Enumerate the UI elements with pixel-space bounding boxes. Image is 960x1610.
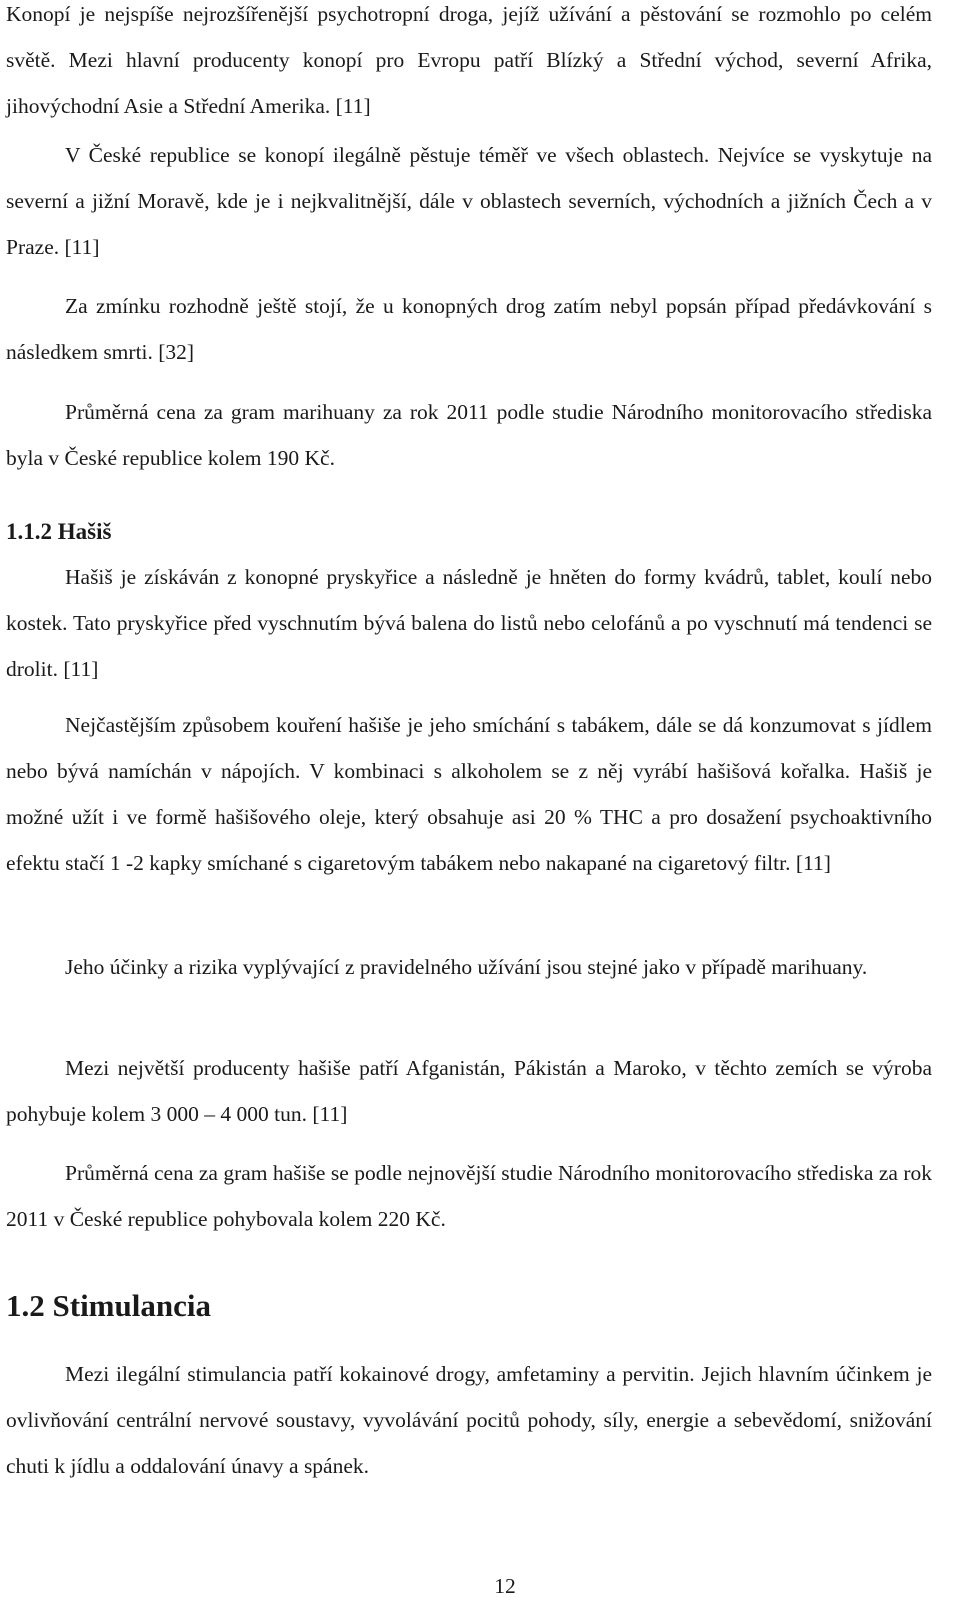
paragraph-cannabis-overdose: Za zmínku rozhodně ještě stojí, že u konopných drog zatím nebyl popsán případ předávkování s následkem smrti. [32] — [6, 294, 932, 364]
paragraph-hasis-producers: Mezi největší producenty hašiše patří Afganistán, Pákistán a Maroko, v těchto zemích se výroba pohybuje kolem 3 000 – 4 000 tun. [11] — [6, 1056, 932, 1126]
paragraph-hasis-production: Hašiš je získáván z konopné pryskyřice a následně je hněten do formy kvádrů, tablet, koulí nebo kostek. Tato pryskyřice před vyschnutím bývá balena do listů nebo celofánů a po vyschnutí má tendenci se drolit. [11] — [6, 565, 932, 681]
paragraph-hasis-price: Průměrná cena za gram hašiše se podle nejnovější studie Národního monitorovacího střediska za rok 2011 v České republice pohybovala kolem 220 Kč. — [6, 1161, 932, 1231]
paragraph-hasis-consumption: Nejčastějším způsobem kouření hašiše je jeho smíchání s tabákem, dále se dá konzumovat s jídlem nebo bývá namíchán v nápojích. V kombinaci s alkoholem se z něj vyrábí hašišová kořalka. Hašiš je možné užít i ve formě hašišového oleje, který obsahuje asi 20 % THC a pro dosažení psychoaktivního efektu stačí 1 -2 kapky smíchané s cigaretovým tabákem nebo nakapané na cigaretový filtr. [11] — [6, 713, 932, 875]
paragraph-cannabis-intro: Konopí je nejspíše nejrozšířenější psychotropní droga, jejíž užívání a pěstování se rozmohlo po celém světě. Mezi hlavní producenty konopí pro Evropu patří Blízký a Střední východ, severní Afrika, jihovýchodní Asie a Střední Amerika. [11] — [6, 2, 932, 118]
paragraph-cannabis-czech: V České republice se konopí ilegálně pěstuje téměř ve všech oblastech. Nejvíce se vyskytuje na severní a jižní Moravě, kde je i nejkvalitnější, dále v oblastech severních, východních a jižních Čech a v Praze. [11] — [6, 143, 932, 259]
paragraph-stimulancia-intro: Mezi ilegální stimulancia patří kokainové drogy, amfetaminy a pervitin. Jejich hlavním účinkem je ovlivňování centrální nervové soustavy, vyvolávání pocitů pohody, síly, energie a sebevědomí, snižování chuti k jídlu a oddalování únavy a spánek. — [6, 1362, 932, 1478]
paragraph-hasis-effects: Jeho účinky a rizika vyplývající z pravidelného užívání jsou stejné jako v případě marihuany. — [65, 955, 868, 979]
section-heading-hasis: 1.1.2 Hašiš — [6, 519, 112, 544]
page-number: 12 — [494, 1574, 516, 1598]
paragraph-cannabis-price: Průměrná cena za gram marihuany za rok 2011 podle studie Národního monitorovacího střediska byla v České republice kolem 190 Kč. — [6, 400, 932, 470]
section-heading-stimulancia: 1.2 Stimulancia — [6, 1288, 211, 1323]
